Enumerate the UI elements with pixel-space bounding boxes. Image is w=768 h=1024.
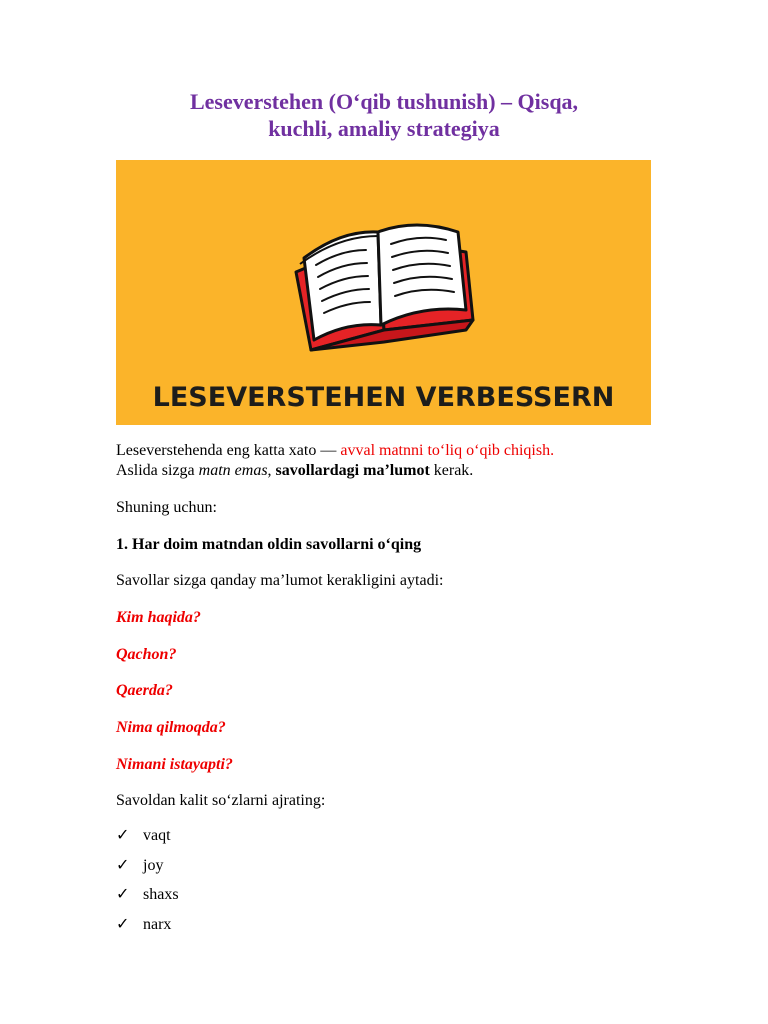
question-item: Nima qilmoqda? [116, 719, 226, 736]
section-heading-1: 1. Har doim matndan oldin savollarni o‘qing [116, 536, 422, 553]
checklist-label: vaqt [143, 827, 171, 844]
check-icon: ✓ [116, 827, 130, 844]
shuning-text: Shuning uchun: [116, 499, 217, 516]
intro-text-2b: , [267, 462, 276, 479]
question-item: Nimani istayapti? [116, 756, 233, 773]
page-title [116, 88, 652, 142]
intro-highlight: avval matnni to‘liq o‘qib chiqish. [340, 442, 555, 459]
title-line-1: Leseverstehen (O‘qib tushunish) – Qisqa, [189, 89, 579, 114]
checklist-label: narx [143, 916, 172, 933]
question-item: Kim haqida? [116, 609, 201, 626]
intro-bold: savollardagi ma’lumot [275, 462, 430, 479]
title-line-2: kuchli, amaliy strategiya [268, 116, 500, 141]
intro-text-2a: Aslida sizga [116, 462, 199, 479]
check-icon: ✓ [116, 886, 130, 903]
checklist-label: shaxs [143, 886, 179, 903]
check-icon: ✓ [116, 857, 130, 874]
question-item: Qachon? [116, 646, 177, 663]
intro-paragraph [116, 441, 656, 481]
intro-text: Leseverstehenda eng katta xato — [116, 442, 341, 459]
checklist-item [116, 856, 163, 876]
checklist-item [116, 915, 171, 935]
checklist-label: joy [143, 857, 164, 874]
savollar-text: Savollar sizga qanday ma’lumot kerakligini aytadi: [116, 572, 444, 589]
question-item: Qaerda? [116, 682, 173, 699]
checklist-item [116, 826, 171, 846]
banner-image [116, 160, 651, 425]
intro-italic: matn emas [198, 462, 268, 479]
keywords-intro: Savoldan kalit so‘zlarni ajrating: [116, 792, 326, 809]
banner-caption: LESEVERSTEHEN VERBESSERN [152, 382, 615, 413]
intro-text-2c: kerak. [429, 462, 474, 479]
check-icon: ✓ [116, 916, 130, 933]
checklist-item [116, 885, 179, 905]
